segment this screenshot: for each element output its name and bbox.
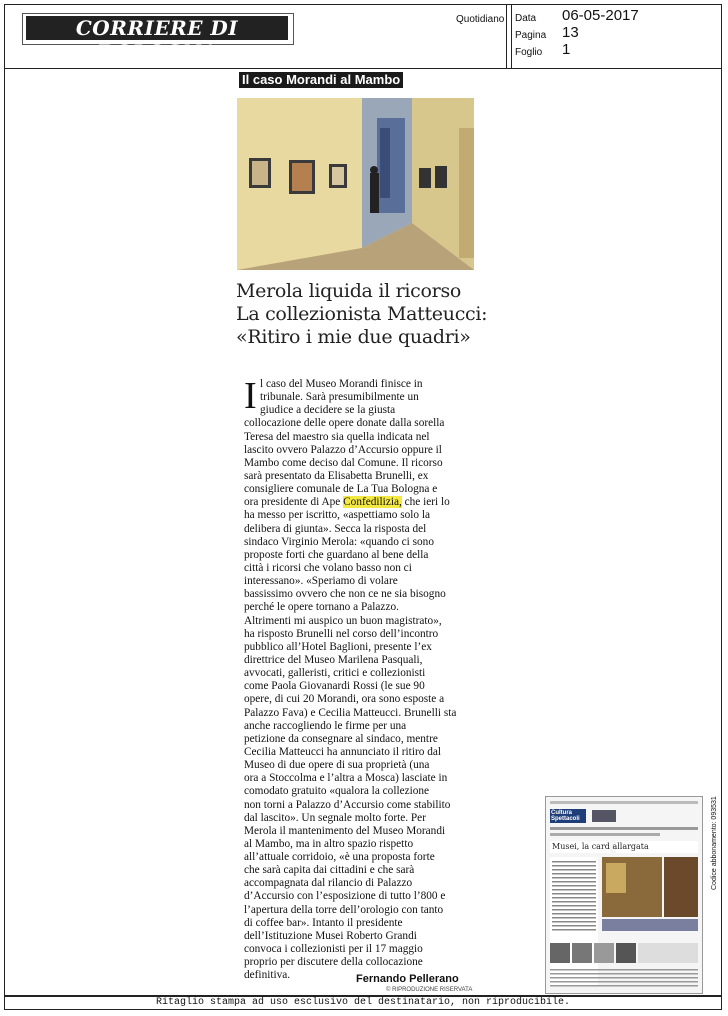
subscription-code: Codice abbonamento: 093531 <box>711 796 718 890</box>
body-line: avvocati, galleristi, critici e collezionisti <box>244 667 426 680</box>
sheet-label: Foglio <box>515 47 543 58</box>
page-label: Pagina <box>515 30 547 41</box>
article-body <box>244 375 499 982</box>
publication-type: Quotidiano <box>456 14 505 25</box>
body-line: bassissimo ovvero che non ce ne sia bisogno <box>244 588 446 601</box>
date-label: Data <box>515 13 537 24</box>
body-line: Teresa del maestro sia quella indicata nel <box>244 430 430 443</box>
page-thumbnail <box>545 796 703 994</box>
masthead-logo: CORRIERE DI BOLOGNA <box>26 16 288 40</box>
body-line: delibera di giunta». Secca la risposta del <box>244 522 427 535</box>
byline: Fernando Pellerano <box>356 973 459 985</box>
body-line: l’apertura della torre dell’orologio con tanto <box>244 903 444 916</box>
body-line <box>244 496 499 509</box>
body-line: lascito ovvero Palazzo d’Accursio oppure il <box>244 443 442 456</box>
body-line: Merola il mantenimento del Museo Morandi <box>244 824 446 837</box>
dropcap: I <box>244 375 257 417</box>
masthead-logo-box <box>22 13 294 64</box>
body-line: comodato gratuito «qualora la collezione <box>244 785 430 798</box>
body-line: ora a Stoccolma e l’altra a Mosca) lasciate in <box>244 772 448 785</box>
body-line: consigliere comunale de La Tua Bologna e <box>244 483 438 496</box>
museum-photo <box>237 98 474 270</box>
body-line: di coffee bar». Intanto il presidente <box>244 916 403 929</box>
body-line: come Paola Giovanardi Rossi (le sue 90 <box>244 680 425 693</box>
body-line: Mambo come deciso dal Comune. Il ricorso <box>244 456 443 469</box>
body-line: collocazione delle opere donate dalla sorella <box>244 417 445 430</box>
body-line: d’Accursio con l’esposizione di tutto l’800 e <box>244 890 446 903</box>
body-line: sindaco Virginio Merola: «quando ci sono <box>244 535 434 548</box>
headline-line: «Ritiro i mie due quadri» <box>236 326 471 348</box>
body-line: convoca i collezionisti per il 17 maggio <box>244 943 423 956</box>
body-line-end: che ieri lo <box>401 496 450 509</box>
thumbnail-section: Cultura Spettacoli <box>551 810 580 822</box>
body-line: non torni a Palazzo d’Accursio come stabilito <box>244 798 451 811</box>
body-line: ha messo per iscritto, «aspettiamo solo la <box>244 509 431 522</box>
body-line: dal lascito». Un segnale molto forte. Per <box>244 811 426 824</box>
body-line-start: ora presidente di Ape <box>244 496 344 509</box>
thumbnail-title: Musei, la card allargata <box>552 842 649 851</box>
body-line: tribunale. Sarà presumibilmente un <box>260 391 419 404</box>
body-line: Altrimenti mi auspico un buon magistrato», <box>244 614 442 627</box>
body-line: pubblico all’Hotel Baglioni, presente l’ex <box>244 640 432 653</box>
body-line: città i ricorsi che volano basso non ci <box>244 561 412 574</box>
body-line: definitiva. <box>244 969 291 982</box>
body-line: Cecilia Matteucci ha annunciato il ritiro dal <box>244 745 441 758</box>
footer-notice: Ritaglio stampa ad uso esclusivo del destinatario, non riproducibile. <box>4 996 722 1010</box>
body-line: che sarà capita dai cittadini e che sarà <box>244 864 415 877</box>
divider <box>511 4 512 68</box>
highlighted-keyword: Confedilizia, <box>343 496 402 509</box>
body-line: direttrice del Museo Marilena Pasquali, <box>244 653 423 666</box>
body-line: anche raccogliendo le firme per una <box>244 719 407 732</box>
body-line: perché le opere tornano a Palazzo. <box>244 601 399 614</box>
rights-notice: © RIPRODUZIONE RISERVATA <box>386 987 473 993</box>
body-line: sarà presentato da Elisabetta Brunelli, ex <box>244 469 429 482</box>
body-line: opere, di cui 20 Morandi, ora sono esposte a <box>244 693 445 706</box>
page-value: 13 <box>562 24 579 41</box>
headline-line: La collezionista Matteucci: <box>236 303 488 325</box>
body-line: giudice a decidere se la giusta <box>260 404 396 417</box>
headline <box>236 280 496 349</box>
date-value: 06-05-2017 <box>562 7 639 24</box>
sheet-value: 1 <box>562 41 571 58</box>
body-line: ha risposto Brunelli nel corso dell’incontro <box>244 627 439 640</box>
body-line: interessano». «Speriamo di volare <box>244 575 398 588</box>
body-line: proprio per discutere della collocazione <box>244 956 423 969</box>
body-line: Palazzo Fava) e Cecilia Matteucci. Brunelli sta <box>244 706 457 719</box>
body-line: accompagnata dal rilancio di Palazzo <box>244 877 413 890</box>
body-line: l caso del Museo Morandi finisce in <box>260 378 423 390</box>
body-line: Museo di due opere di sua proprietà (una <box>244 759 430 772</box>
article-kicker: Il caso Morandi al Mambo <box>239 72 403 88</box>
body-line: all’attuale corridoio, «è una proposta forte <box>244 851 435 864</box>
body-line: proposte forti che guardano al bene della <box>244 548 429 561</box>
body-line: al Mambo, ma in altro spazio rispetto <box>244 837 414 850</box>
body-line: petizione da consegnare al sindaco, mentre <box>244 732 438 745</box>
header <box>4 4 722 69</box>
headline-line: Merola liquida il ricorso <box>236 280 462 302</box>
body-line: dell’Istituzione Musei Roberto Grandi <box>244 929 417 942</box>
divider <box>506 4 507 68</box>
